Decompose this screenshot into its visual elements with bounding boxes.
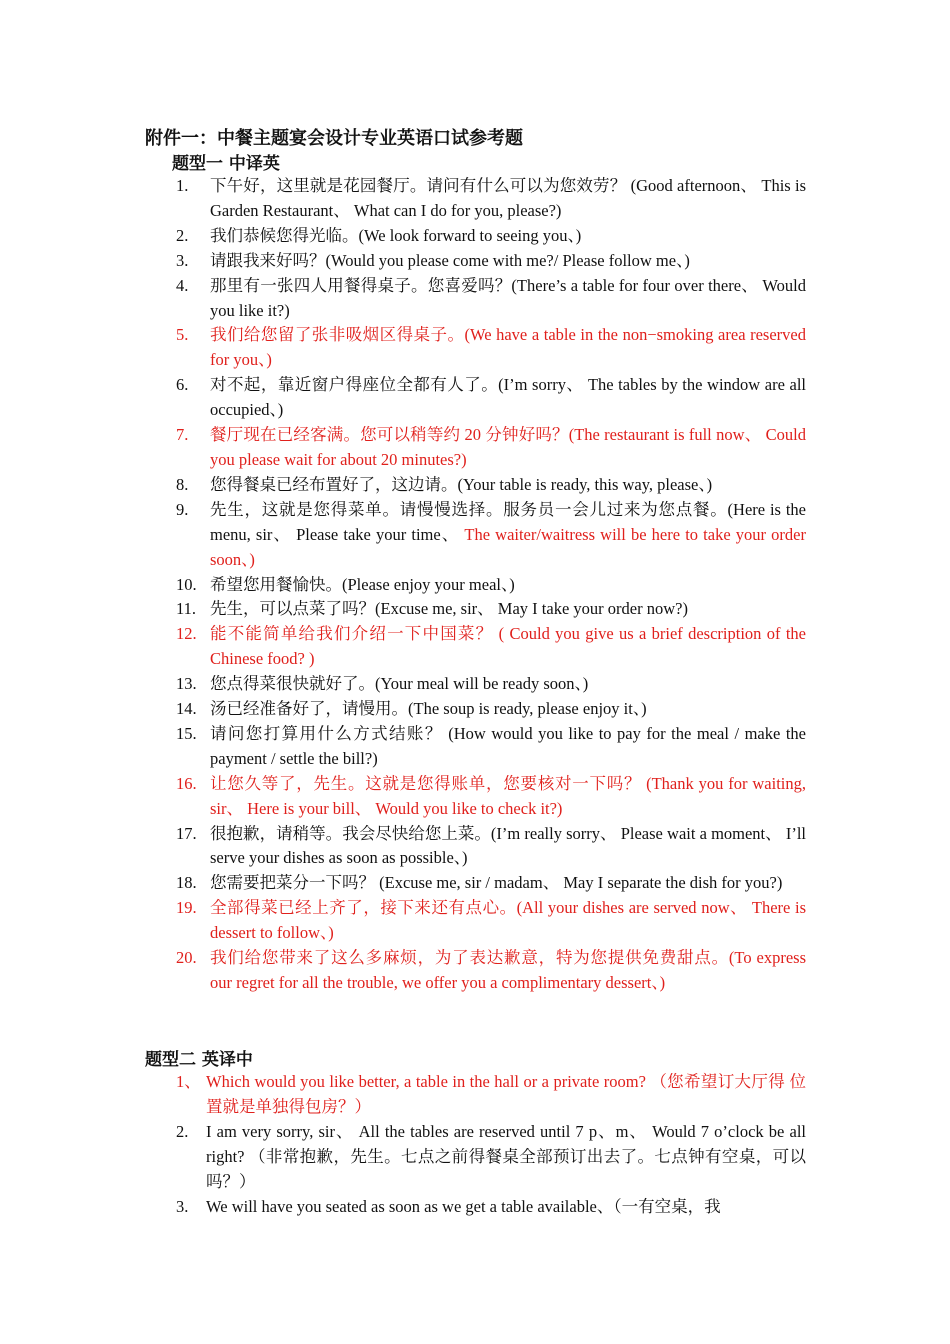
item-number: 3. bbox=[176, 1196, 189, 1216]
item-text: I am very sorry, sir、 All the tables are reserved until 7 p、m、 Would 7 o’clock be all right? （非常抱歉，先生。七点之前得餐桌全部预订出去了。七点钟有空桌，可以吗？） bbox=[206, 1121, 806, 1191]
section-1-item bbox=[0, 622, 806, 672]
item-number: 9. bbox=[176, 499, 189, 519]
item-text: 先生，这就是您得菜单。请慢慢选择。服务员一会儿过来为您点餐。(Here is the menu, sir、 Please take your time、 bbox=[210, 499, 806, 544]
item-text: 您得餐桌已经布置好了，这边请。(Your table is ready, this way, please、) bbox=[210, 474, 713, 494]
item-number: 1、 bbox=[176, 1072, 201, 1091]
item-text: 很抱歉，请稍等。我会尽快给您上菜。(I’m really sorry、 Please wait a moment、 I’ll serve your dishes as soon as possible、) bbox=[210, 823, 806, 868]
item-text: 我们给您带来了这么多麻烦，为了表达歉意，特为您提供免费甜点。(To express our regret for all the trouble, we offer you a complimentary dessert、) bbox=[210, 948, 806, 992]
section-2-item bbox=[0, 1120, 806, 1195]
item-text: 您需要把菜分一下吗？ (Excuse me, sir / madam、 May I separate the dish for you?) bbox=[210, 873, 783, 893]
section-2-list bbox=[0, 1070, 950, 1219]
item-number: 5. bbox=[176, 325, 189, 345]
section-1-item bbox=[0, 373, 806, 423]
item-number: 1. bbox=[176, 176, 189, 195]
section-1-item bbox=[0, 822, 806, 872]
item-number: 6. bbox=[176, 375, 189, 395]
item-number: 4. bbox=[176, 275, 189, 295]
item-text: 汤已经准备好了，请慢用。(The soup is ready, please enjoy it、) bbox=[210, 699, 647, 719]
item-number: 10. bbox=[176, 574, 197, 594]
item-text: 让您久等了，先生。这就是您得账单，您要核对一下吗？ (Thank you for waiting, sir、 Here is your bill、 Would you like to check it?) bbox=[210, 773, 806, 818]
item-text: 全部得菜已经上齐了，接下来还有点心。(All your dishes are served now、 There is dessert to follow、) bbox=[210, 898, 806, 943]
section-1-item bbox=[0, 473, 806, 498]
section-2-heading: 题型二 英译中 bbox=[145, 1050, 253, 1070]
item-text: 希望您用餐愉快。(Please enjoy your meal、) bbox=[210, 574, 515, 594]
item-text: 您点得菜很快就好了。(Your meal will be ready soon、) bbox=[210, 674, 589, 694]
section-1-item bbox=[0, 672, 806, 697]
item-text-highlight: The waiter/waitress will be here to take your order soon、) bbox=[210, 524, 806, 569]
item-number: 3. bbox=[176, 250, 189, 270]
section-1-item bbox=[0, 697, 806, 722]
section-1-heading: 题型一 中译英 bbox=[172, 154, 280, 174]
section-1-item bbox=[0, 423, 806, 473]
item-text: 下午好，这里就是花园餐厅。请问有什么可以为您效劳？ (Good afternoon、 This is Garden Restaurant、 What can I do for you, please?) bbox=[210, 176, 806, 220]
item-text: 餐厅现在已经客满。您可以稍等约 20 分钟好吗？(The restaurant is full now、 Could you please wait for about 20 minutes?) bbox=[210, 425, 806, 469]
item-number: 11. bbox=[176, 599, 197, 619]
item-text: 能不能简单给我们介绍一下中国菜？ ( Could you give us a brief description of the Chinese food? ) bbox=[210, 624, 806, 669]
item-number: 12. bbox=[176, 624, 197, 644]
item-number: 2. bbox=[176, 225, 189, 245]
section-1-item bbox=[0, 896, 806, 946]
section-1-item bbox=[0, 224, 806, 249]
section-1-item bbox=[0, 274, 806, 324]
item-number: 19. bbox=[176, 898, 197, 918]
item-number: 17. bbox=[176, 823, 197, 843]
item-text: We will have you seated as soon as we get a table available、（一有空桌，我 bbox=[206, 1196, 721, 1216]
item-number: 20. bbox=[176, 948, 197, 968]
section-1-item bbox=[0, 249, 806, 274]
section-1-item bbox=[0, 722, 806, 772]
item-text: 请问您打算用什么方式结账？ (How would you like to pay for the meal / make the payment / settle the bill?) bbox=[210, 723, 806, 768]
item-number: 15. bbox=[176, 723, 197, 743]
item-number: 7. bbox=[176, 425, 189, 445]
item-text: Which would you like better, a table in the hall or a private room? （您希望订大厅得 位置就是单独得包房？） bbox=[206, 1072, 806, 1116]
section-1-item bbox=[0, 871, 806, 896]
item-text: 那里有一张四人用餐得桌子。您喜爱吗？(There’s a table for four over there、 Would you like it?) bbox=[210, 275, 806, 320]
item-number: 18. bbox=[176, 873, 197, 893]
section-2-item bbox=[0, 1195, 806, 1220]
item-number: 13. bbox=[176, 674, 197, 694]
section-1-item bbox=[0, 597, 806, 622]
section-1-item bbox=[0, 323, 806, 373]
item-text: 先生，可以点菜了吗？(Excuse me, sir、 May I take your order now?) bbox=[210, 599, 688, 619]
section-1-item bbox=[0, 946, 806, 996]
item-number: 8. bbox=[176, 474, 189, 494]
item-number: 16. bbox=[176, 773, 197, 793]
item-text: 请跟我来好吗？(Would you please come with me?/ Please follow me、) bbox=[210, 250, 690, 270]
section-2-item bbox=[0, 1070, 806, 1120]
item-number: 2. bbox=[176, 1121, 189, 1141]
item-text: 对不起，靠近窗户得座位全都有人了。(I’m sorry、 The tables by the window are all occupied、) bbox=[210, 375, 806, 420]
section-1-item bbox=[0, 498, 806, 573]
document-title: 附件一：中餐主题宴会设计专业英语口试参考题 bbox=[145, 128, 523, 149]
item-text: 我们恭候您得光临。(We look forward to seeing you、) bbox=[210, 225, 582, 245]
item-text: 我们给您留了张非吸烟区得桌子。(We have a table in the non−smoking area reserved for you、) bbox=[210, 325, 806, 370]
section-1-item bbox=[0, 772, 806, 822]
section-1-item bbox=[0, 174, 806, 224]
section-1-list bbox=[0, 174, 950, 996]
section-1-item bbox=[0, 573, 806, 598]
item-number: 14. bbox=[176, 699, 197, 719]
